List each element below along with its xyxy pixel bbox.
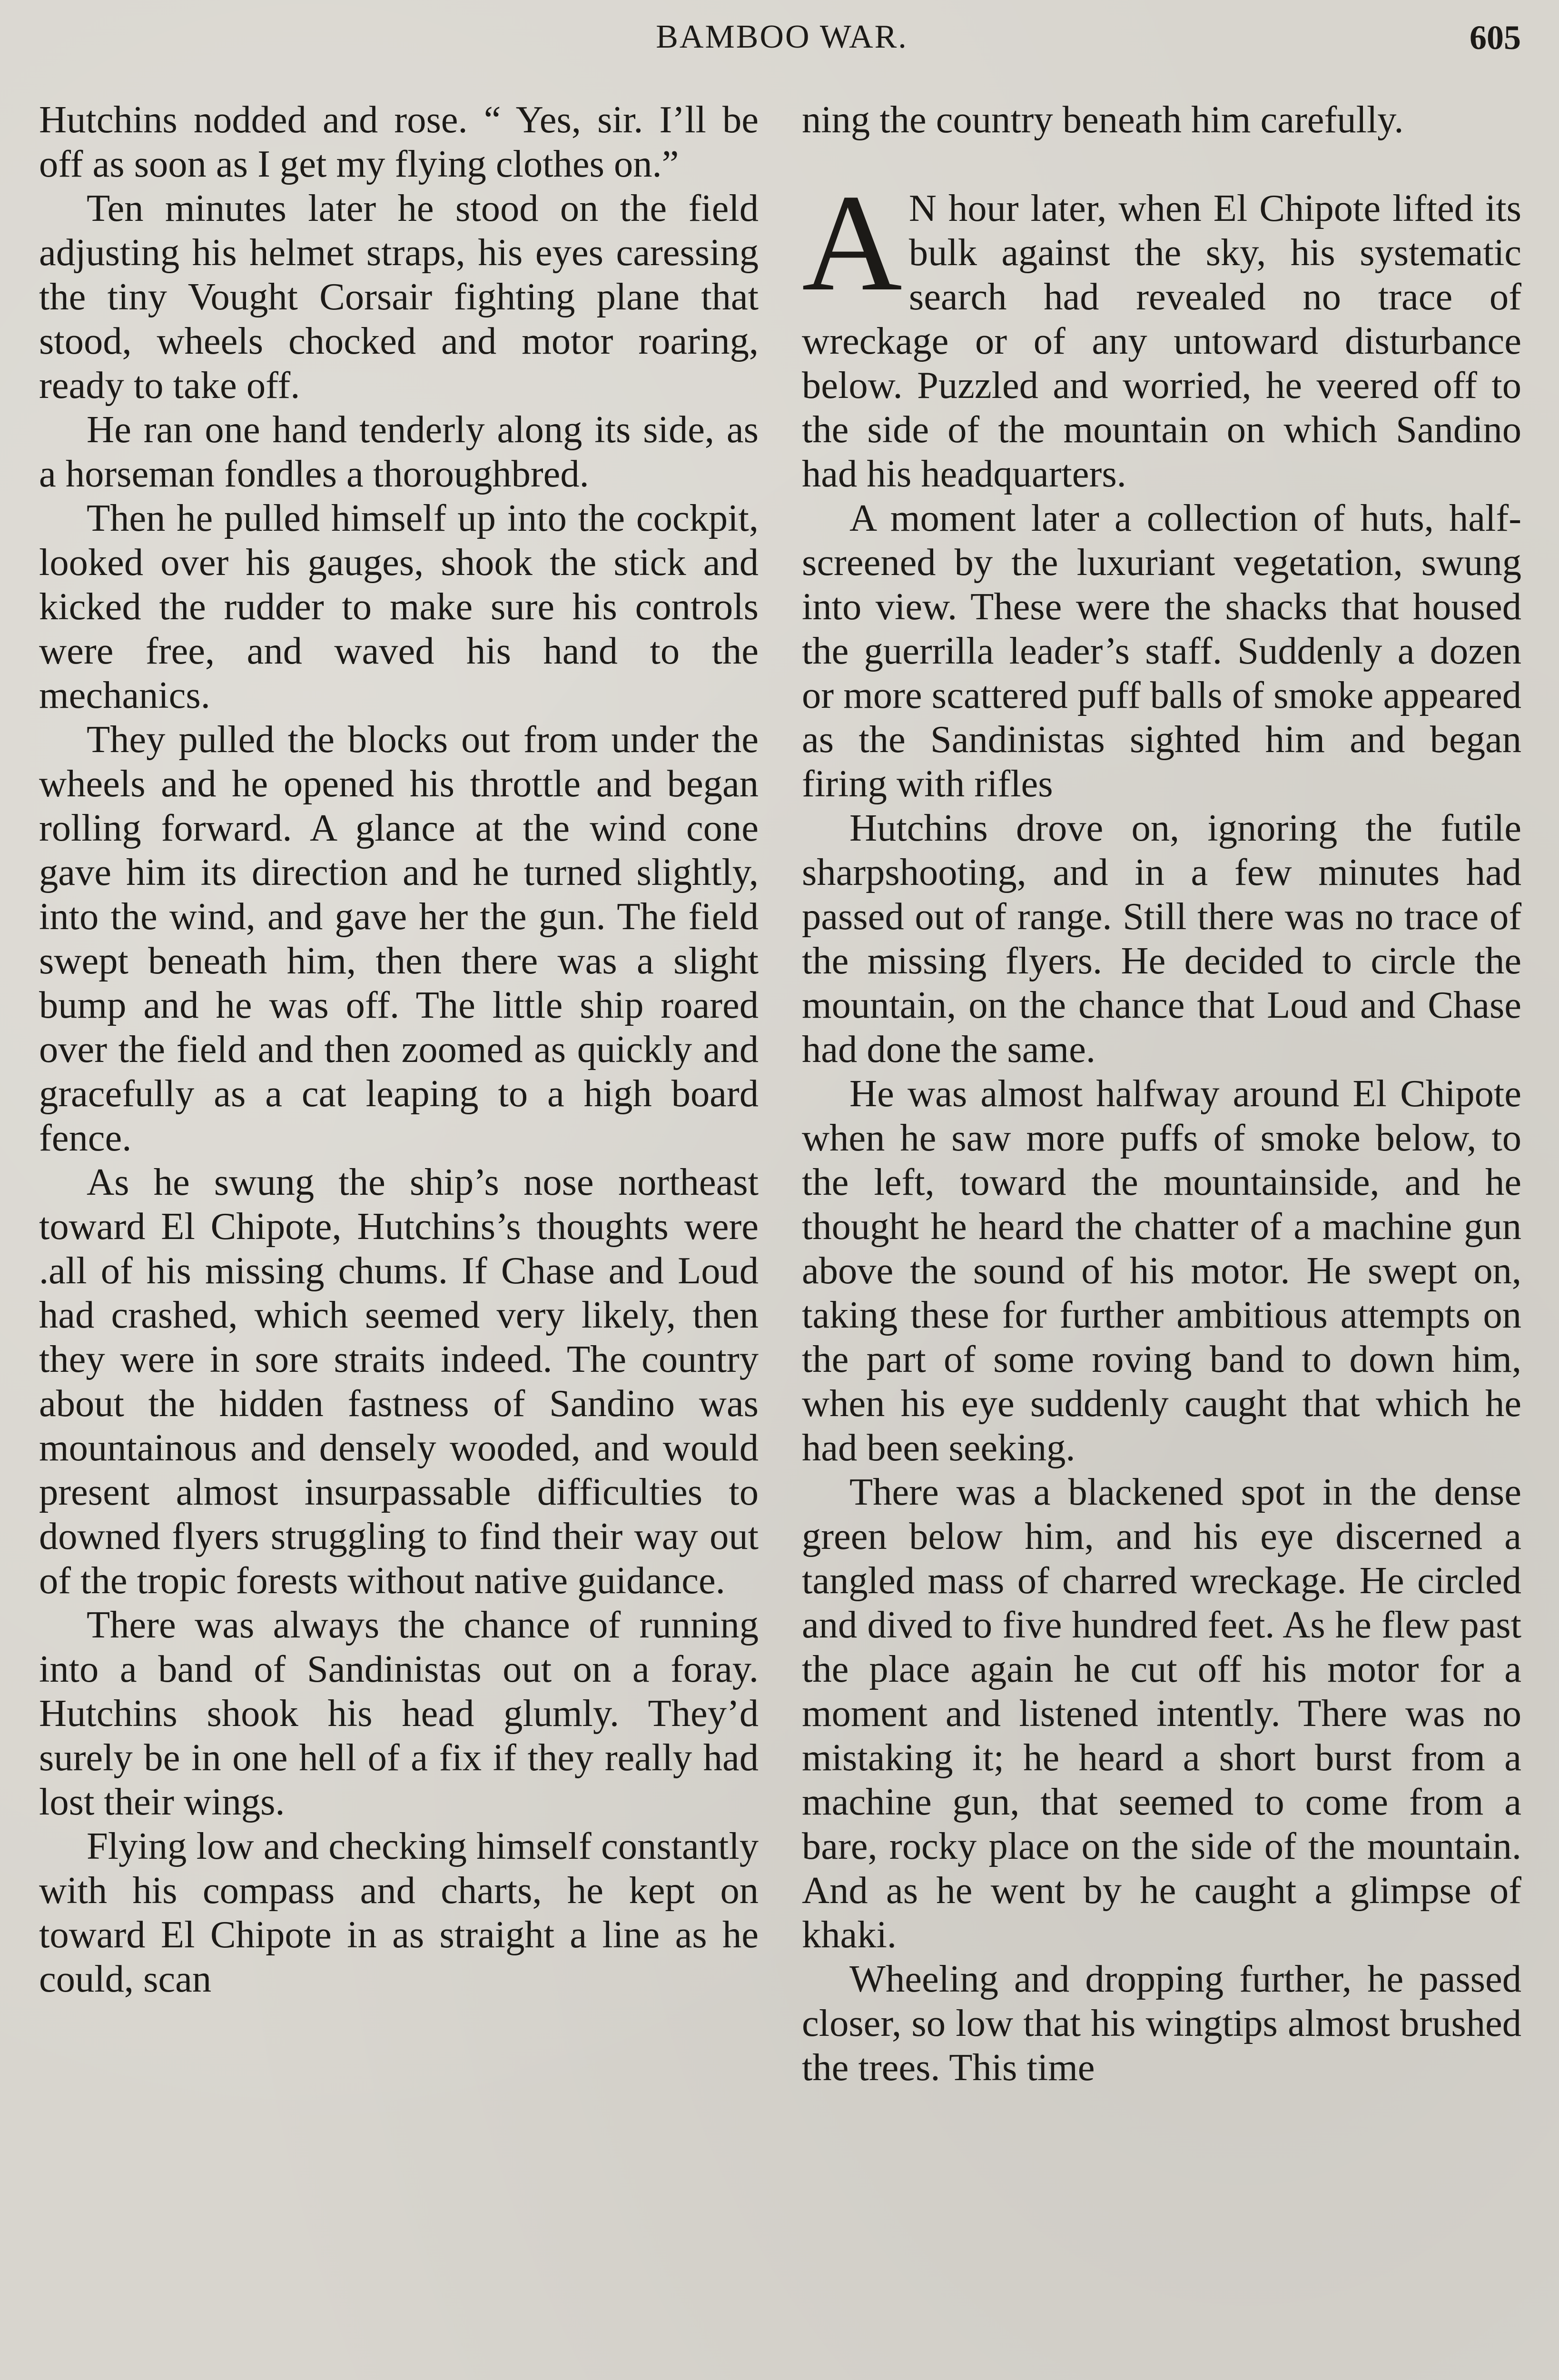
paragraph: A moment later a collection of huts, half-screened by the luxuriant vegetation, swung into view. These were the shacks that housed the guerrilla leader’s staff. Suddenly a dozen or more scattered puff balls of smoke appeared as the Sandinistas sighted him and began firing with rifles xyxy=(802,497,1521,805)
text-columns xyxy=(39,98,1521,2380)
running-title: BAMBOO WAR. xyxy=(656,19,908,55)
paragraph: Hutchins drove on, ignoring the futile sharpshooting, and in a few minutes had passed out of range. Still there was no trace of the missing flyers. He decided to circle the mountain, on the chance that Loud and Chase had done the same. xyxy=(802,807,1521,1071)
section-break xyxy=(802,142,1521,186)
paragraph: He was almost halfway around El Chipote when he saw more puffs of smoke below, to the left, toward the mountainside, and he thought he heard the chatter of a machine gun above the sound of his motor. He swept on, taking these for further ambitious attempts on the part of some roving band to down him, when his eye suddenly caught that which he had been seeking. xyxy=(802,1072,1521,1469)
paragraph: Wheeling and dropping further, he passed closer, so low that his wingtips almost brushed the trees. This time xyxy=(802,1958,1521,2089)
paragraph: Then he pulled himself up into the cockpit, looked over his gauges, shook the stick and kicked the rudder to make sure his controls were free, and waved his hand to the mechanics. xyxy=(39,497,759,716)
dropcap-paragraph-text: N hour later, when El Chipote lifted its bulk against the sky, his systematic search had revealed no trace of wreckage or of any untoward disturbance below. Puzzled and worried, he veered off to the side of the mountain on which Sandino had his headquarters. xyxy=(802,187,1521,495)
paragraph: As he swung the ship’s nose northeast toward El Chipote, Hutchins’s thoughts were .all of his missing chums. If Chase and Loud had crashed, which seemed very likely, then they were in sore straits indeed. The country about the hidden fastness of Sandino was mountainous and densely wooded, and would present almost insurpassable difficulties to downed flyers struggling to find their way out of the tropic forests without native guidance. xyxy=(39,1161,759,1602)
paragraph: Ten minutes later he stood on the field adjusting his helmet straps, his eyes caressing the tiny Vought Corsair fighting plane that stood, wheels chocked and motor roaring, ready to take off. xyxy=(39,187,759,407)
paragraph: Flying low and checking himself constantly with his compass and charts, he kept on toward El Chipote in as straight a line as he could, scan xyxy=(39,1825,759,2000)
paragraph: There was a blackened spot in the dense green below him, and his eye discerned a tangled mass of charred wreckage. He circled and dived to five hundred feet. As he flew past the place again he cut off his motor for a moment and listened intently. There was no mistaking it; he heard a short burst from a machine gun, that seemed to come from a bare, rocky place on the side of the mountain. And as he went by he caught a glimpse of khaki. xyxy=(802,1471,1521,1956)
paragraph: They pulled the blocks out from under the wheels and he opened his throttle and began rolling forward. A glance at the wind cone gave him its direction and he turned slightly, into the wind, and gave her the gun. The field swept beneath him, then there was a slight bump and he was off. The little ship roared over the field and then zoomed as quickly and gracefully as a cat leaping to a high board fence. xyxy=(39,718,759,1159)
continued-paragraph: ning the country beneath him carefully. xyxy=(802,99,1404,141)
paragraph: He ran one hand tenderly along its side, as a horseman fondles a thoroughbred. xyxy=(39,408,759,495)
paragraph: Hutchins nodded and rose. “ Yes, sir. I’ll be off as soon as I get my flying clothes on.” xyxy=(39,99,759,185)
page-header xyxy=(43,18,1521,61)
left-column xyxy=(39,98,759,2380)
paragraph: There was always the chance of running into a band of Sandinistas out on a foray. Hutchins shook his head glumly. They’d surely be in one hell of a fix if they really had lost their wings. xyxy=(39,1604,759,1823)
drop-cap: A xyxy=(802,166,902,320)
right-column xyxy=(802,98,1521,2380)
dropcap-paragraph xyxy=(802,166,1521,496)
page-number: 605 xyxy=(1470,19,1521,57)
